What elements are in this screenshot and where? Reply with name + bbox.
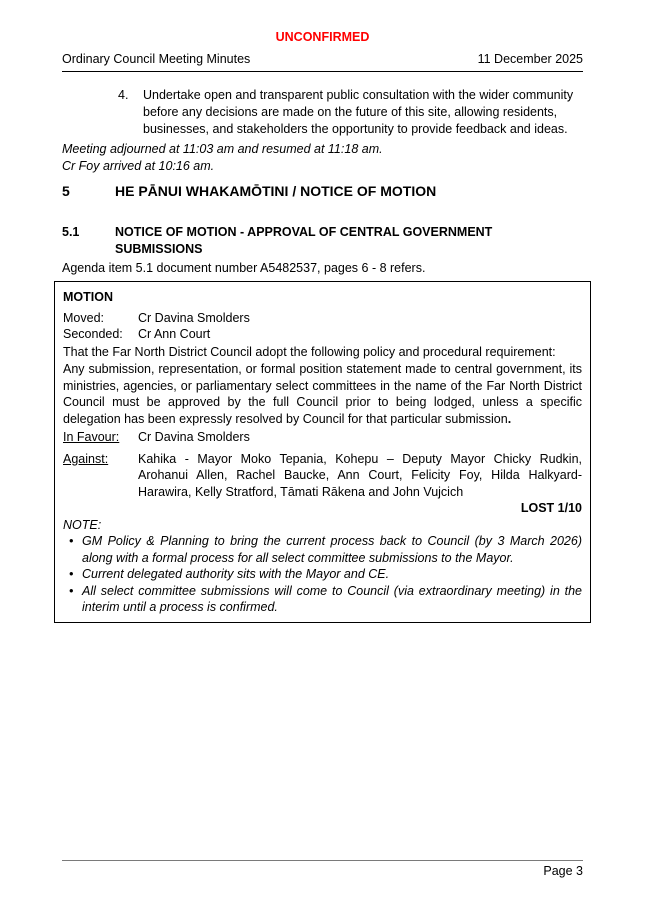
against-label: Against: bbox=[63, 451, 109, 466]
header-meeting-date: 11 December 2025 bbox=[477, 52, 583, 66]
motion-body bbox=[63, 361, 582, 427]
list-item-text: Undertake open and transparent public consultation with the wider community before any decisions are made on the future of this site, allowing residents, businesses, and stakeholders the opportunity to provide feedback and ideas. bbox=[143, 88, 574, 136]
against-row bbox=[63, 451, 582, 501]
page-header bbox=[62, 51, 583, 72]
vote-result: LOST 1/10 bbox=[520, 501, 582, 515]
list-item-number: 4. bbox=[118, 88, 129, 102]
unconfirmed-watermark: UNCONFIRMED bbox=[275, 30, 370, 44]
note-list bbox=[63, 533, 582, 616]
against-value: Kahika - Mayor Moko Tepania, Kohepu – Deputy Mayor Chicky Rudkin, Arohanui Allen, Rachel Baucke, Ann Court, Felicity Foy, Hilda Halkyard-Harawira, Kelly Stratford, Tāmati Rākena and John Vujcich bbox=[138, 451, 582, 499]
page-content bbox=[62, 87, 583, 623]
section-heading bbox=[62, 182, 583, 200]
motion-body-terminator: . bbox=[507, 411, 512, 426]
note-item bbox=[63, 566, 582, 583]
adjournment-line: Meeting adjourned at 11:03 am and resumed at 11:18 am. bbox=[62, 142, 383, 156]
seconded-label: Seconded: bbox=[63, 327, 123, 341]
note-item-text: All select committee submissions will come to Council (via extraordinary meeting) in the interim until a process is confirmed. bbox=[82, 583, 582, 614]
header-document-title: Ordinary Council Meeting Minutes bbox=[62, 52, 251, 66]
subsection-title: NOTICE OF MOTION - APPROVAL OF CENTRAL GOVERNMENT SUBMISSIONS bbox=[115, 225, 493, 256]
seconded-value: Cr Ann Court bbox=[138, 327, 211, 341]
arrival-line: Cr Foy arrived at 10:16 am. bbox=[62, 159, 215, 173]
note-item-text: GM Policy & Planning to bring the current process back to Council (by 3 March 2026) along with a formal process for all select committee submissions to the Mayor. bbox=[82, 534, 582, 565]
in-favour-row bbox=[63, 429, 582, 446]
section-title: HE PĀNUI WHAKAMŌTINI / NOTICE OF MOTION bbox=[115, 183, 437, 199]
subsection-heading bbox=[62, 224, 583, 258]
list-item bbox=[62, 87, 583, 138]
note-item bbox=[63, 533, 582, 566]
bullet-icon: • bbox=[69, 567, 74, 581]
page-footer bbox=[62, 860, 583, 880]
bullet-icon: • bbox=[69, 534, 74, 548]
in-favour-value: Cr Davina Smolders bbox=[138, 430, 250, 444]
note-item bbox=[63, 583, 582, 616]
agenda-reference: Agenda item 5.1 document number A5482537, pages 6 - 8 refers. bbox=[62, 261, 426, 275]
adjournment-note bbox=[62, 141, 583, 175]
in-favour-label: In Favour: bbox=[63, 430, 120, 444]
page-number: Page 3 bbox=[543, 864, 583, 878]
note-label: NOTE: bbox=[63, 517, 102, 532]
moved-row bbox=[63, 310, 582, 327]
note-item-text: Current delegated authority sits with the Mayor and CE. bbox=[82, 567, 390, 581]
subsection-number: 5.1 bbox=[62, 225, 80, 239]
seconded-row bbox=[63, 326, 582, 343]
moved-label: Moved: bbox=[63, 310, 104, 325]
motion-box bbox=[54, 281, 591, 623]
bullet-icon: • bbox=[69, 583, 74, 598]
motion-preamble: That the Far North District Council adopt the following policy and procedural requirement: bbox=[63, 344, 556, 359]
motion-body-text: Any submission, representation, or formal position statement made to central government, its ministries, agencies, or parliamentary select committees in the name of the Far North District Council must be approved by the full Council prior to being lodged, unless a specific delegation has been expressly resolved by Council for that particular submission bbox=[63, 362, 582, 426]
motion-title: MOTION bbox=[63, 290, 113, 304]
moved-value: Cr Davina Smolders bbox=[138, 310, 250, 325]
section-number: 5 bbox=[62, 183, 70, 199]
